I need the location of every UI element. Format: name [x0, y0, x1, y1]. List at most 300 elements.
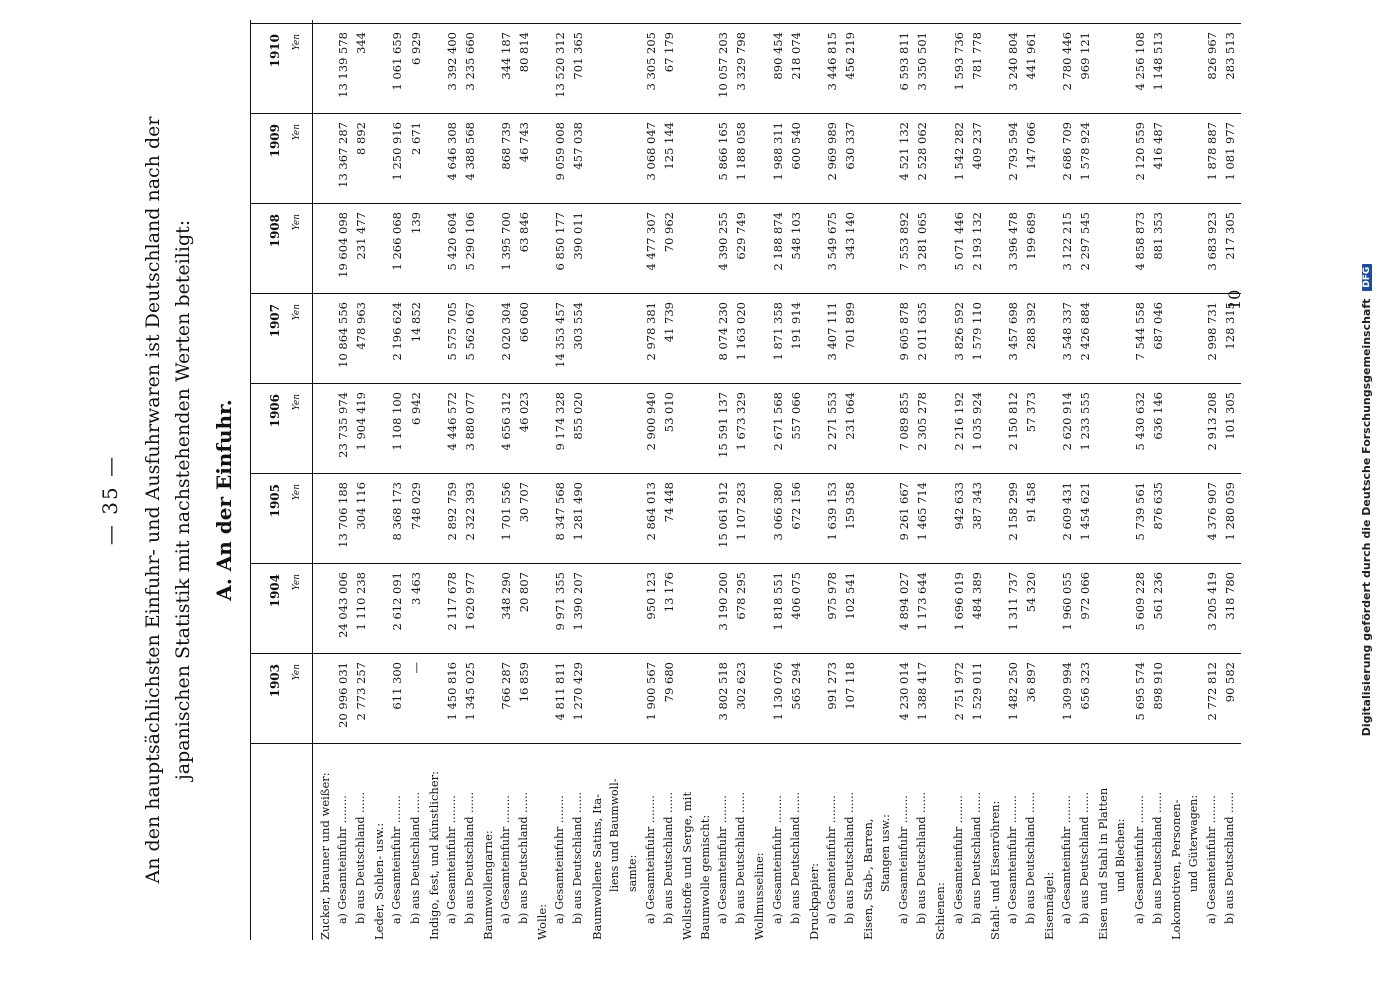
- table-top-rule: [250, 20, 251, 940]
- table-cell: 16 859: [517, 662, 532, 703]
- table-cell: 561 236: [1150, 572, 1165, 620]
- row-label: b) aus Deutschland ......: [969, 791, 983, 924]
- page-footer-number: 10: [1225, 289, 1244, 310]
- table-cell: 484 389: [969, 572, 984, 620]
- table-cell: 1 904 419: [354, 392, 369, 451]
- year-header-1909: 1909: [268, 124, 282, 158]
- year-header-1908: 1908: [268, 214, 282, 248]
- table-cell: 13 176: [661, 572, 676, 613]
- row-label: Eisen, Stab-, Barren,: [861, 818, 875, 940]
- table-cell: 1 130 076: [770, 662, 785, 721]
- row-label: b) aus Deutschland ......: [462, 791, 476, 924]
- table-cell: 4 858 873: [1132, 212, 1147, 271]
- table-cell: 4 477 307: [643, 212, 658, 271]
- row-label: a) Gesamteinfuhr ........: [951, 795, 965, 924]
- page-title-line-2: japanischen Statistik mit nachstehenden Werten beteiligt:: [172, 219, 194, 781]
- table-cell: 2 120 559: [1132, 122, 1147, 181]
- column-divider: [250, 383, 1241, 384]
- row-label: a) Gesamteinfuhr ........: [1132, 795, 1146, 924]
- table-cell: 302 623: [734, 662, 749, 710]
- table-cell: 1 280 059: [1223, 482, 1237, 541]
- row-label: a) Gesamteinfuhr ........: [499, 795, 512, 924]
- table-cell: 876 635: [1150, 482, 1165, 530]
- table-cell: 5 739 561: [1132, 482, 1147, 541]
- table-cell: 36 897: [1023, 662, 1038, 703]
- year-header-1910: 1910: [268, 34, 282, 68]
- row-label: liens und Baumwoll-: [607, 778, 621, 892]
- table-cell: 409 237: [969, 122, 984, 170]
- table-cell: 125 144: [661, 122, 676, 170]
- row-label: b) aus Deutschland ......: [661, 791, 675, 924]
- table-cell: 441 961: [1023, 32, 1038, 80]
- table-cell: 5 071 446: [951, 212, 966, 271]
- table-cell: 3 205 419: [1204, 572, 1219, 631]
- table-cell: 565 294: [788, 662, 803, 710]
- table-cell: 3 329 798: [734, 32, 749, 91]
- row-label: a) Gesamteinfuhr ........: [553, 795, 567, 924]
- table-cell: 1 311 737: [1005, 572, 1020, 631]
- table-cell: 868 739: [499, 122, 513, 170]
- table-cell: 2 892 759: [444, 482, 459, 541]
- year-header-1903: 1903: [268, 664, 282, 698]
- table-cell: 15 591 137: [716, 392, 731, 458]
- table-cell: 2 150 812: [1005, 392, 1020, 451]
- table-cell: 9 174 328: [553, 392, 568, 451]
- table-cell: 5 562 067: [462, 302, 477, 361]
- table-cell: 1 529 011: [969, 662, 984, 721]
- table-cell: 283 513: [1223, 32, 1237, 80]
- row-label: Eisennägel:: [1042, 871, 1056, 940]
- table-cell: 2 196 624: [390, 302, 405, 361]
- row-label: a) Gesamteinfuhr ........: [444, 795, 458, 924]
- row-label: Baumwollengarne:: [480, 830, 495, 940]
- table-cell: 687 046: [1150, 302, 1165, 350]
- table-cell: 2 322 393: [462, 482, 477, 541]
- table-cell: 2 305 278: [915, 392, 930, 451]
- table-cell: 9 261 667: [897, 482, 912, 541]
- table-cell: 5 575 705: [444, 302, 459, 361]
- table-cell: 30 707: [517, 482, 532, 523]
- table-cell: 8 892: [354, 122, 369, 155]
- table-cell: 4 376 907: [1204, 482, 1219, 541]
- table-cell: 416 487: [1150, 122, 1165, 170]
- table-cell: 2 793 594: [1005, 122, 1020, 181]
- row-label: a) Gesamteinfuhr ........: [1005, 795, 1019, 924]
- table-cell: 672 156: [788, 482, 803, 530]
- table-cell: 2 671 568: [770, 392, 785, 451]
- row-label: a) Gesamteinfuhr ........: [897, 795, 911, 924]
- table-cell: 8 368 173: [390, 482, 405, 541]
- row-label: Lokomotiven, Personen-: [1168, 799, 1183, 940]
- table-cell: 1 281 490: [571, 482, 586, 541]
- table-cell: 303 554: [571, 302, 586, 350]
- table-cell: 147 066: [1023, 122, 1038, 170]
- table-cell: 4 656 312: [499, 392, 513, 451]
- table-cell: 1 579 110: [969, 302, 984, 361]
- table-cell: 1 701 556: [499, 482, 513, 541]
- row-label: a) Gesamteinfuhr ........: [824, 795, 838, 924]
- table-cell: 3 281 065: [915, 212, 930, 271]
- row-label: Eisen und Stahl in Platten: [1096, 787, 1111, 940]
- table-cell: 2 020 304: [499, 302, 513, 361]
- table-cell: 10 057 203: [716, 32, 731, 98]
- row-label: a) Gesamteinfuhr ........: [390, 795, 404, 924]
- table-cell: 159 358: [842, 482, 857, 530]
- table-cell: 344 187: [499, 32, 513, 80]
- table-cell: 1 878 887: [1204, 122, 1219, 181]
- table-cell: 24 043 006: [336, 572, 351, 638]
- table-cell: 20 996 031: [336, 662, 351, 728]
- table-cell: 1 035 924: [969, 392, 984, 451]
- year-header-1906: 1906: [268, 394, 282, 428]
- column-divider: [250, 653, 1241, 654]
- table-cell: 678 295: [734, 572, 749, 620]
- table-cell: 66 060: [517, 302, 532, 343]
- table-cell: 14 852: [408, 302, 423, 343]
- table-cell: 5 695 574: [1132, 662, 1147, 721]
- row-label: b) aus Deutschland ......: [915, 791, 929, 924]
- table-cell: 457 038: [571, 122, 586, 170]
- unit-label: Yen: [292, 574, 302, 591]
- table-cell: 2 188 874: [770, 212, 785, 271]
- table-cell: 4 390 255: [716, 212, 731, 271]
- table-cell: 8 074 230: [716, 302, 731, 361]
- table-cell: 4 388 568: [462, 122, 477, 181]
- table-cell: 10 864 556: [336, 302, 351, 368]
- table-cell: 1 266 068: [390, 212, 405, 271]
- table-cell: 766 287: [499, 662, 513, 710]
- column-divider: [250, 293, 1241, 294]
- table-cell: 4 521 132: [897, 122, 912, 181]
- table-cell: 701 365: [571, 32, 586, 80]
- table-cell: 288 392: [1023, 302, 1038, 350]
- table-cell: 972 066: [1078, 572, 1093, 620]
- table-cell: 4 230 014: [897, 662, 912, 721]
- table-cell: 90 582: [1223, 662, 1237, 703]
- table-cell: 1 345 025: [462, 662, 477, 721]
- table-cell: 3 802 518: [716, 662, 731, 721]
- table-cell: 2 216 192: [951, 392, 966, 451]
- table-cell: 1 620 977: [462, 572, 477, 631]
- table-cell: 9 605 878: [897, 302, 912, 361]
- table-cell: 3 305 205: [643, 32, 658, 91]
- table-cell: 1 250 916: [390, 122, 405, 181]
- row-label: a) Gesamteinfuhr ........: [643, 795, 657, 924]
- table-cell: 2 117 678: [444, 572, 459, 631]
- table-cell: 3 235 660: [462, 32, 477, 91]
- table-cell: 2 978 381: [643, 302, 658, 361]
- table-cell: 1 482 250: [1005, 662, 1020, 721]
- table-cell: 63 846: [517, 212, 532, 253]
- table-cell: 1 148 513: [1150, 32, 1165, 91]
- table-cell: 3 549 675: [824, 212, 839, 271]
- table-cell: 6 929: [408, 32, 423, 65]
- table-cell: 91 458: [1023, 482, 1038, 523]
- table-cell: 46 023: [517, 392, 532, 433]
- table-cell: 387 343: [969, 482, 984, 530]
- table-cell: 20 807: [517, 572, 532, 613]
- table-cell: 881 353: [1150, 212, 1165, 260]
- digitization-credit-text: Digitalisierung gefördert durch die Deutsche Forschungsgemeinschaft: [1360, 298, 1373, 737]
- table-cell: 5 420 604: [444, 212, 459, 271]
- table-cell: 3 350 501: [915, 32, 930, 91]
- table-cell: 3 826 592: [951, 302, 966, 361]
- table-cell: 2 751 972: [951, 662, 966, 721]
- unit-label: Yen: [292, 304, 302, 321]
- row-label: b) aus Deutschland ......: [788, 791, 802, 924]
- row-label: b) aus Deutschland ......: [734, 791, 748, 924]
- table-cell: 2 193 132: [969, 212, 984, 271]
- table-cell: 13 520 312: [553, 32, 568, 98]
- row-label: a) Gesamteinfuhr ........: [336, 795, 350, 924]
- table-cell: 15 061 912: [716, 482, 731, 548]
- row-label: b) aus Deutschland ......: [1023, 791, 1037, 924]
- table-cell: 6 850 177: [553, 212, 568, 271]
- table-cell: 2 913 208: [1204, 392, 1219, 451]
- table-cell: 23 735 974: [336, 392, 351, 458]
- table-cell: 3 068 047: [643, 122, 658, 181]
- table-cell: 53 010: [661, 392, 676, 433]
- table-cell: 2 780 446: [1060, 32, 1075, 91]
- row-label: b) aus Deutschland ......: [1223, 791, 1236, 924]
- table-cell: 4 646 308: [444, 122, 459, 181]
- table-cell: 3 446 815: [824, 32, 839, 91]
- table-cell: 2 609 431: [1060, 482, 1075, 541]
- table-cell: 1 163 020: [734, 302, 749, 361]
- row-label: Druckpapier:: [806, 863, 821, 940]
- row-label: Wollmusseline:: [752, 852, 767, 940]
- table-cell: 942 633: [951, 482, 966, 530]
- table-cell: 344: [354, 32, 369, 54]
- table-cell: 13 706 188: [336, 482, 351, 548]
- page-number: — 35 —: [98, 454, 122, 546]
- digitization-credit: [1360, 0, 1378, 1000]
- row-label: und Blechen:: [1114, 818, 1128, 892]
- table-cell: 4 446 572: [444, 392, 459, 451]
- table-cell: 950 123: [643, 572, 658, 620]
- table-cell: 2 158 299: [1005, 482, 1020, 541]
- row-label: Baumwollene Satins, Ita-: [589, 794, 604, 940]
- unit-label: Yen: [292, 34, 302, 51]
- table-cell: 1 390 207: [571, 572, 586, 631]
- row-label: und Güterwagen:: [1186, 794, 1200, 892]
- table-cell: 2 271 553: [824, 392, 839, 451]
- table-cell: 231 477: [354, 212, 369, 260]
- table-cell: 1 960 055: [1060, 572, 1075, 631]
- table-cell: —: [408, 662, 423, 674]
- table-cell: 101 305: [1223, 392, 1237, 440]
- row-label: a) Gesamteinfuhr ........: [770, 795, 784, 924]
- table-cell: 1 988 311: [770, 122, 785, 181]
- table-cell: 855 020: [571, 392, 586, 440]
- table-cell: 102 541: [842, 572, 857, 620]
- table-cell: 1 395 700: [499, 212, 513, 271]
- row-label: b) aus Deutschland ......: [571, 791, 585, 924]
- page-title-line-1: An den hauptsächlichsten Einfuhr- und Ausfuhrwaren ist Deutschland nach der: [142, 116, 164, 884]
- table-cell: 1 542 282: [951, 122, 966, 181]
- table-cell: 1 061 659: [390, 32, 405, 91]
- table-cell: 1 454 621: [1078, 482, 1093, 541]
- table-cell: 1 309 994: [1060, 662, 1075, 721]
- table-cell: 2 620 914: [1060, 392, 1075, 451]
- table-cell: 456 219: [842, 32, 857, 80]
- row-label: b) aus Deutschland ......: [354, 791, 368, 924]
- table-cell: 4 811 811: [553, 662, 568, 721]
- table-cell: 390 011: [571, 212, 586, 260]
- table-cell: 1 233 555: [1078, 392, 1093, 451]
- unit-label: Yen: [292, 394, 302, 411]
- table-cell: 1 818 551: [770, 572, 785, 631]
- table-cell: 5 430 632: [1132, 392, 1147, 451]
- statistics-table: [250, 15, 1237, 940]
- table-cell: 611 300: [390, 662, 405, 710]
- table-cell: 3 396 478: [1005, 212, 1020, 271]
- table-cell: 3 190 200: [716, 572, 731, 631]
- row-label: a) Gesamteinfuhr ........: [1060, 795, 1074, 924]
- table-cell: 80 814: [517, 32, 532, 73]
- table-cell: 348 290: [499, 572, 513, 620]
- row-label: Schienen:: [933, 882, 948, 940]
- table-cell: 1 173 644: [915, 572, 930, 631]
- table-cell: 3 457 698: [1005, 302, 1020, 361]
- row-label: a) Gesamteinfuhr ........: [716, 795, 730, 924]
- table-cell: 79 680: [661, 662, 676, 703]
- table-cell: 231 064: [842, 392, 857, 440]
- table-cell: 2 772 812: [1204, 662, 1219, 721]
- table-cell: 217 305: [1223, 212, 1237, 260]
- table-cell: 478 963: [354, 302, 369, 350]
- table-cell: 3 122 215: [1060, 212, 1075, 271]
- table-cell: 2 671: [408, 122, 423, 155]
- table-cell: 139: [408, 212, 423, 234]
- row-label: Indigo, fest, und künstlicher:: [426, 771, 441, 940]
- table-cell: 41 739: [661, 302, 676, 343]
- column-divider: [250, 23, 1241, 24]
- year-header-1904: 1904: [268, 574, 282, 608]
- table-cell: 991 273: [824, 662, 839, 710]
- column-divider: [250, 563, 1241, 564]
- table-cell: 1 081 977: [1223, 122, 1237, 181]
- table-cell: 1 900 567: [643, 662, 658, 721]
- row-label: b) aus Deutschland ......: [1078, 791, 1092, 924]
- section-heading: A. An der Einfuhr.: [212, 399, 236, 601]
- table-cell: 67 179: [661, 32, 676, 73]
- table-cell: 3 407 111: [824, 302, 839, 361]
- table-cell: 2 864 013: [643, 482, 658, 541]
- table-cell: 898 910: [1150, 662, 1165, 710]
- table-cell: 701 899: [842, 302, 857, 350]
- table-cell: 2 426 884: [1078, 302, 1093, 361]
- table-cell: 630 337: [842, 122, 857, 170]
- table-cell: 636 146: [1150, 392, 1165, 440]
- column-divider: [250, 113, 1241, 114]
- row-label: Stangen usw.:: [879, 814, 893, 892]
- row-label: Wollstoffe und Serge, mit: [680, 791, 694, 940]
- table-cell: 19 604 098: [336, 212, 351, 278]
- table-cell: 1 110 238: [354, 572, 369, 631]
- table-cell: 557 066: [788, 392, 803, 440]
- table-cell: 2 612 091: [390, 572, 405, 631]
- table-cell: 2 011 635: [915, 302, 930, 361]
- table-cell: 406 075: [788, 572, 803, 620]
- table-cell: 7 553 892: [897, 212, 912, 271]
- table-cell: 656 323: [1078, 662, 1093, 710]
- row-label: Wolle:: [535, 904, 550, 940]
- table-cell: 6 942: [408, 392, 423, 425]
- table-cell: 4 256 108: [1132, 32, 1147, 91]
- row-label: a) Gesamteinfuhr ........: [1204, 795, 1218, 924]
- table-cell: 9 971 355: [553, 572, 568, 631]
- table-cell: 191 914: [788, 302, 803, 350]
- table-cell: 128 315: [1223, 302, 1237, 350]
- table-cell: 4 894 027: [897, 572, 912, 631]
- table-cell: 318 780: [1223, 572, 1237, 620]
- table-cell: 304 116: [354, 482, 369, 530]
- table-cell: 107 118: [842, 662, 857, 710]
- table-cell: 1 188 058: [734, 122, 749, 181]
- table-cell: 70 962: [661, 212, 676, 253]
- table-cell: 2 773 257: [354, 662, 369, 721]
- unit-label: Yen: [292, 124, 302, 141]
- row-label: Baumwolle gemischt:: [698, 814, 713, 940]
- year-header-1905: 1905: [268, 484, 282, 518]
- table-cell: 2 900 940: [643, 392, 658, 451]
- table-cell: 969 121: [1078, 32, 1093, 80]
- table-cell: 3 548 337: [1060, 302, 1075, 361]
- table-cell: 3 392 400: [444, 32, 459, 91]
- table-cell: 343 140: [842, 212, 857, 260]
- column-divider: [250, 473, 1241, 474]
- table-cell: 748 029: [408, 482, 423, 530]
- row-label: Leder, Sohlen- usw.:: [372, 822, 387, 940]
- table-cell: 1 578 924: [1078, 122, 1093, 181]
- table-cell: 1 696 019: [951, 572, 966, 631]
- table-cell: 3 066 380: [770, 482, 785, 541]
- unit-label: Yen: [292, 484, 302, 501]
- row-label: b) aus Deutschland ......: [408, 791, 422, 924]
- table-cell: 5 290 106: [462, 212, 477, 271]
- dfg-logo: DFG: [1362, 264, 1372, 291]
- table-cell: 14 353 457: [553, 302, 568, 368]
- row-label: Zucker, brauner und weißer:: [318, 772, 332, 940]
- table-cell: 46 743: [517, 122, 532, 163]
- table-cell: 1 639 153: [824, 482, 839, 541]
- table-cell: 3 463: [408, 572, 423, 605]
- table-cell: 1 107 283: [734, 482, 749, 541]
- row-label: b) aus Deutschland ......: [517, 791, 531, 924]
- table-cell: 2 297 545: [1078, 212, 1093, 271]
- table-cell: 9 059 008: [553, 122, 568, 181]
- table-cell: 199 689: [1023, 212, 1038, 260]
- row-label: Stahl- und Eisenröhren:: [987, 800, 1002, 940]
- table-header-rule: [312, 20, 313, 940]
- table-cell: 3 683 923: [1204, 212, 1219, 271]
- unit-label: Yen: [292, 664, 302, 681]
- table-cell: 629 749: [734, 212, 749, 260]
- row-label: samte:: [625, 854, 639, 892]
- table-cell: 218 074: [788, 32, 803, 80]
- table-cell: 7 544 558: [1132, 302, 1147, 361]
- table-cell: 781 778: [969, 32, 984, 80]
- table-cell: 54 320: [1023, 572, 1038, 613]
- table-cell: 1 108 100: [390, 392, 405, 451]
- table-cell: 6 593 811: [897, 32, 912, 91]
- table-cell: 3 880 077: [462, 392, 477, 451]
- table-cell: 2 528 062: [915, 122, 930, 181]
- column-divider: [250, 203, 1241, 204]
- table-cell: 548 103: [788, 212, 803, 260]
- table-cell: 1 465 714: [915, 482, 930, 541]
